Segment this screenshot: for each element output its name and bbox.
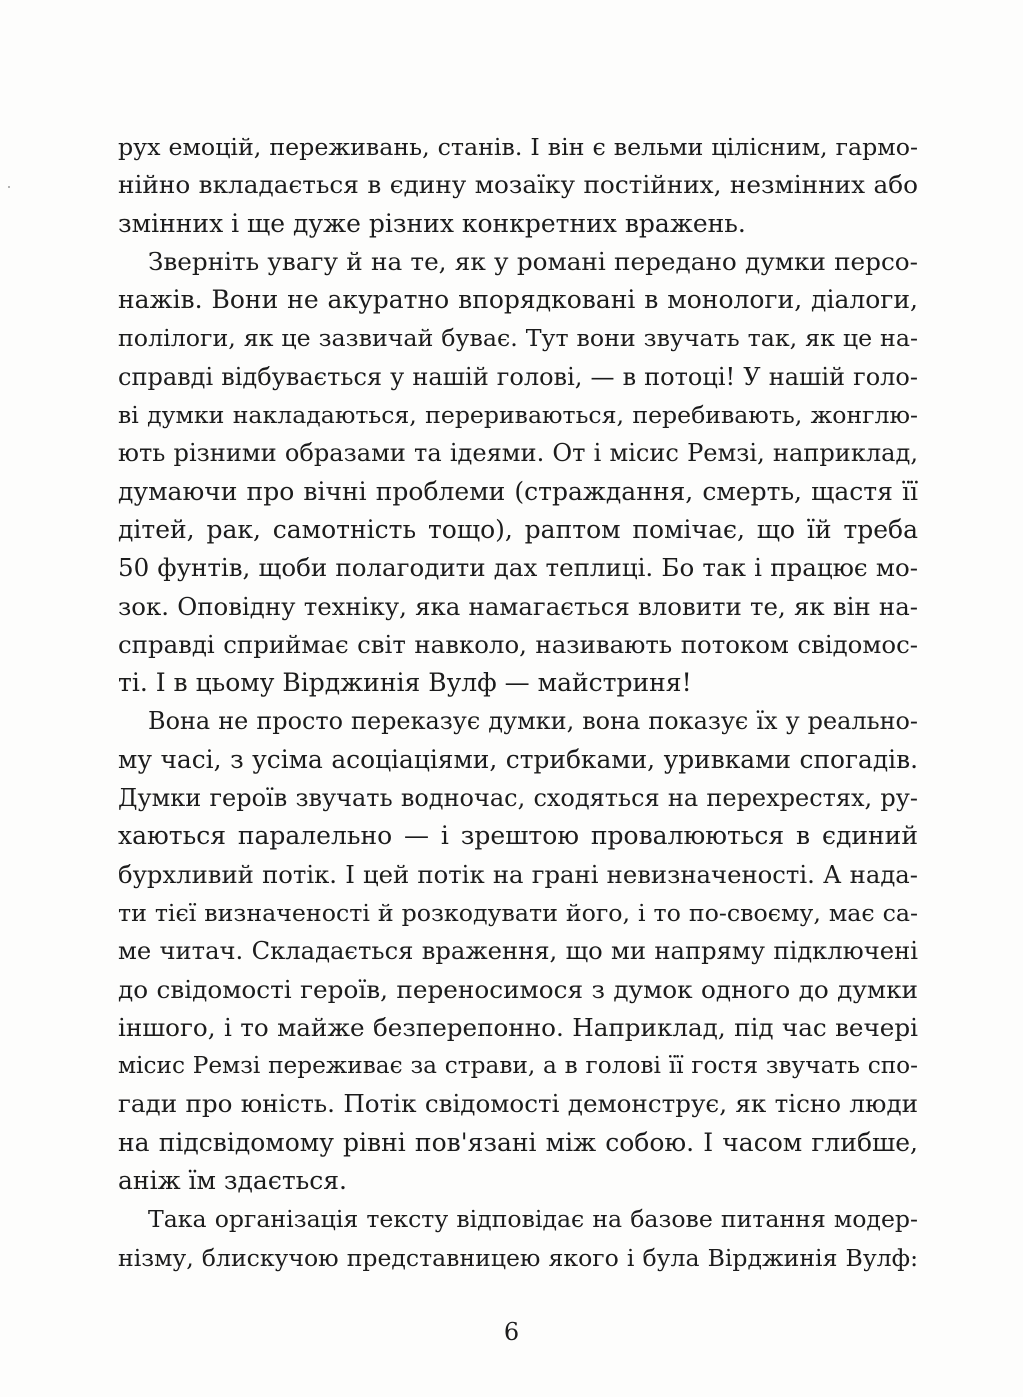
text-line: нажів. Вони не акуратно впорядковані в монологи, діалоги, (118, 285, 918, 315)
text-line: дітей, рак, самотність тощо), раптом помічає, що їй треба (118, 514, 918, 544)
text-line: справді відбувається у нашій голові, — в потоці! У нашій голо- (118, 362, 918, 391)
text-line: зок. Оповідну техніку, яка намагається вловити те, як він на- (118, 591, 918, 621)
text-line: Думки героїв звучать водночас, сходяться на перехрестях, ру- (118, 784, 918, 813)
text-line: думаючи про вічні проблеми (страждання, смерть, щастя її (118, 476, 918, 506)
body-text (118, 128, 918, 1277)
text-line: полілоги, як це зазвичай буває. Тут вони звучать так, як це на- (118, 324, 918, 353)
text-line: рух емоцій, переживань, станів. І він є вельми цілісним, гармо- (118, 133, 918, 161)
text-line: аніж їм здається. (118, 1166, 347, 1196)
text-line: до свідомості героїв, переносимося з думок одного до думки (118, 974, 918, 1004)
text-line: змінних і ще дуже різних конкретних вражень. (118, 208, 746, 238)
text-line: Зверніть увагу й на те, як у романі передано думки персо- (148, 246, 918, 276)
page-number: 6 (503, 1318, 520, 1346)
text-line: Така організація тексту відповідає на базове питання модер- (148, 1205, 918, 1234)
text-line: бурхливий потік. І цей потік на грані невизначеності. А нада- (118, 859, 918, 889)
text-line: справді сприймає світ навколо, називають потоком свідомос- (118, 629, 918, 659)
text-line: місис Ремзі переживає за страви, а в голові її гостя звучать спо- (118, 1052, 918, 1080)
text-line: ме читач. Складається враження, що ми напряму підключені (118, 937, 918, 966)
text-line: нійно вкладається в єдину мозаїку постійних, незмінних або (118, 170, 918, 200)
text-line: іншого, і то майже безперепонно. Наприклад, під час вечері (118, 1012, 918, 1042)
text-line: гади про юність. Потік свідомості демонструє, як тісно люди (118, 1089, 918, 1119)
text-line: ві думки накладаються, перериваються, перебивають, жонглю- (118, 401, 918, 430)
text-line: ють різними образами та ідеями. От і місис Ремзі, наприклад, (118, 439, 918, 468)
text-line: на підсвідомому рівні пов'язані між собою. І часом глибше, (118, 1127, 918, 1157)
margin-speck (8, 186, 10, 188)
text-line: ті. І в цьому Вірджинія Вулф — майстриня! (118, 668, 692, 698)
text-line: 50 фунтів, щоби полагодити дах теплиці. Бо так і працює мо- (118, 553, 918, 583)
text-line: ти тієї визначеності й розкодувати його, і то по-своєму, має са- (118, 898, 918, 927)
text-line: Вона не просто переказує думки, вона показує їх у реально- (148, 707, 918, 736)
text-line: нізму, блискучою представницею якого і була Вірджинія Вулф: (118, 1243, 918, 1272)
text-line: хаються паралельно — і зрештою провалюються в єдиний (118, 821, 918, 851)
text-line: му часі, з усіма асоціаціями, стрибками, уривками спогадів. (118, 744, 918, 774)
